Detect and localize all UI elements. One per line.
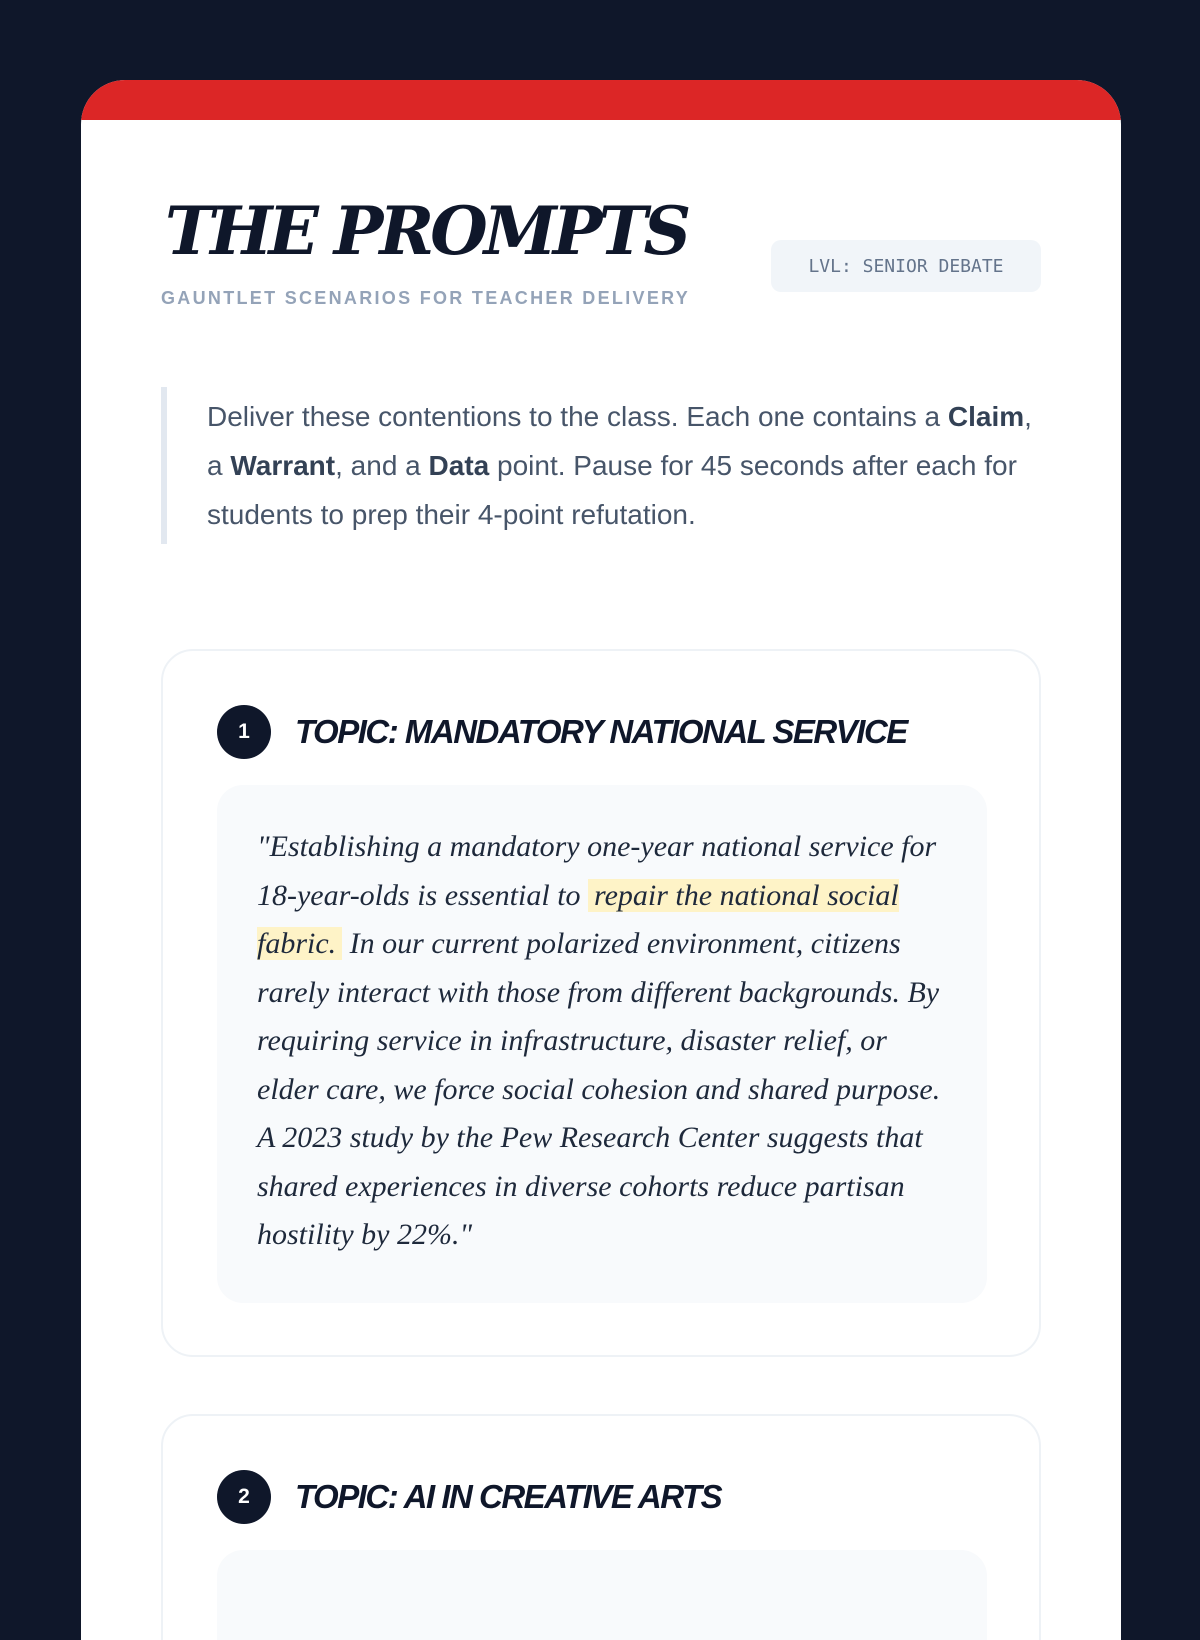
intro-text: Deliver these contentions to the class. Each one contains a bbox=[207, 401, 948, 432]
warrant-term: Warrant bbox=[230, 450, 336, 481]
prompt-number-badge: 1 bbox=[217, 705, 271, 759]
prompt-number-badge: 2 bbox=[217, 1470, 271, 1524]
quote-highlight: repair the national social fabric. bbox=[257, 878, 899, 960]
prompt-header bbox=[217, 1470, 721, 1524]
prompt-card bbox=[161, 1414, 1041, 1640]
prompts-card bbox=[81, 80, 1121, 1640]
prompt-header bbox=[217, 705, 907, 759]
accent-bar bbox=[81, 80, 1121, 120]
quote-text: In our current polarized environment, citizens rarely interact with those from different backgrounds. By requiring service in infrastructure, disaster relief, or elder care, we force social cohesion and shared purpose. A 2023 study by the Pew Research Center suggests that shared experiences in diverse cohorts reduce partisan hostility by 22%." bbox=[257, 927, 941, 1251]
prompt-card bbox=[161, 649, 1041, 1357]
intro-text: point. Pause for 45 seconds after each for students to prep their 4-point refutation. bbox=[207, 450, 1017, 530]
claim-term: Claim bbox=[947, 401, 1025, 432]
data-term: Data bbox=[428, 450, 490, 481]
prompt-title: TOPIC: AI IN CREATIVE ARTS bbox=[295, 1478, 722, 1515]
page-subtitle: GAUNTLET SCENARIOS FOR TEACHER DELIVERY bbox=[161, 288, 691, 308]
quote-text: "Establishing a mandatory one-year national service for 18-year-olds is essential to bbox=[257, 830, 937, 912]
prompt-quote bbox=[217, 1550, 987, 1640]
prompt-quote bbox=[217, 785, 987, 1303]
intro-instructions bbox=[161, 387, 1041, 544]
header bbox=[81, 120, 1121, 340]
intro-text: , and a bbox=[335, 450, 429, 481]
page-title: THE PROMPTS bbox=[165, 192, 688, 270]
intro-text: , a bbox=[207, 401, 1032, 481]
level-badge: LVL: SENIOR DEBATE bbox=[771, 240, 1041, 292]
prompt-title: TOPIC: MANDATORY NATIONAL SERVICE bbox=[295, 713, 907, 750]
